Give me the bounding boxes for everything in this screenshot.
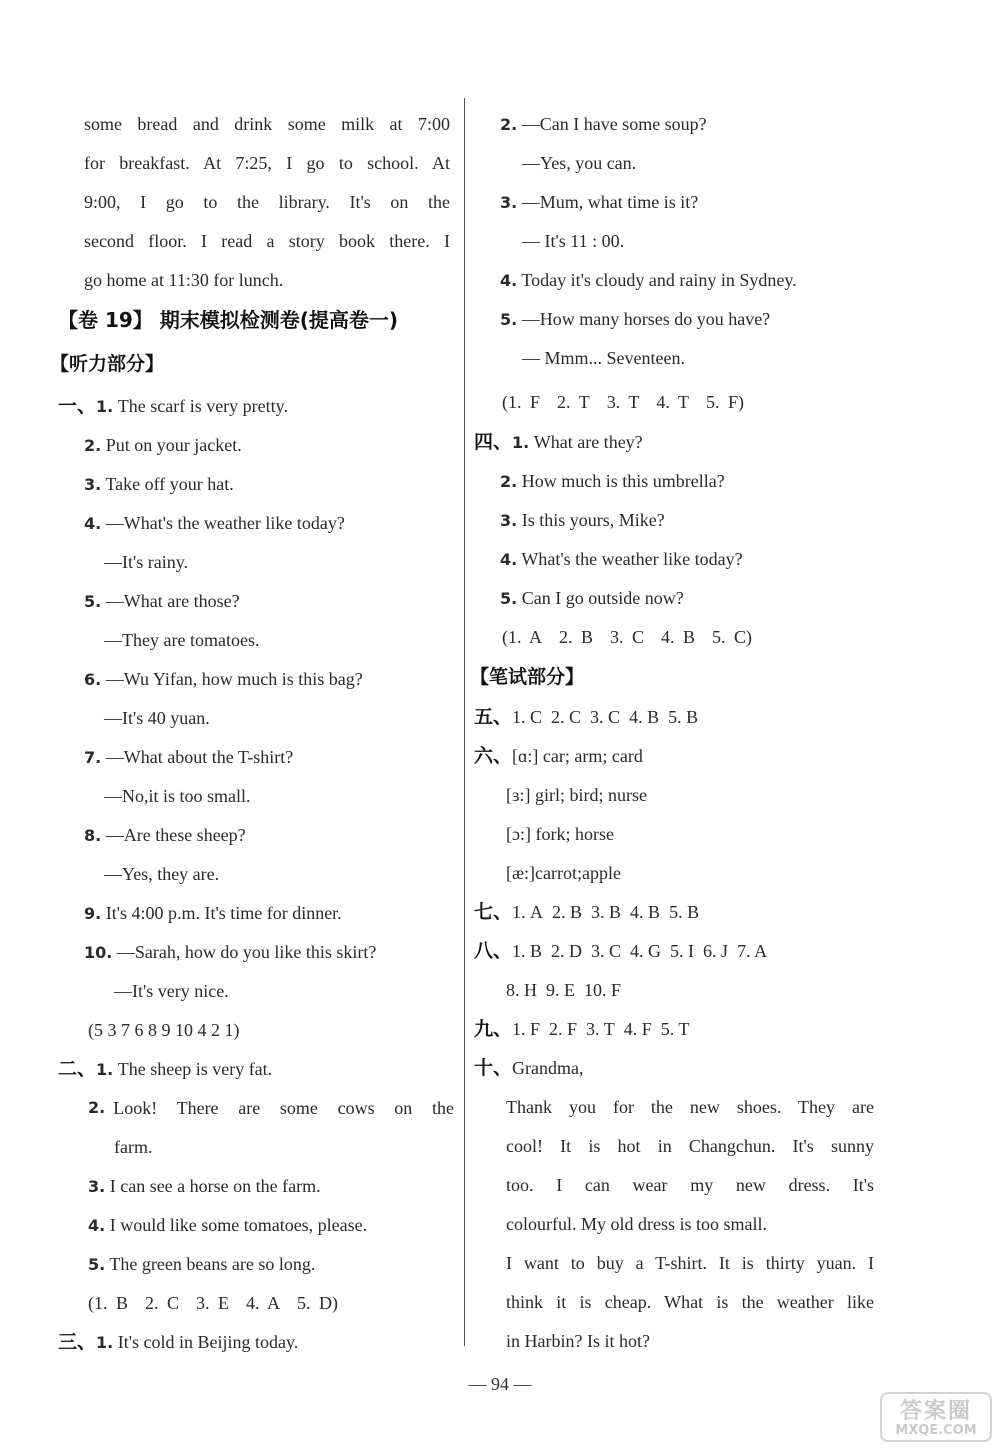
passage-line: some bread and drink some milk at 7:00 — [84, 114, 450, 134]
letter-line: I want to buy a T-shirt. It is thirty yuan. I — [506, 1253, 874, 1273]
answer-line: — Mmm... Seventeen. — [522, 348, 685, 368]
answer-key: (5 3 7 6 8 9 10 4 2 1) — [88, 1020, 240, 1040]
letter-line: in Harbin? Is it hot? — [506, 1331, 650, 1351]
answer-line: —Yes, you can. — [522, 153, 637, 173]
passage-line: second floor. I read a story book there. I — [84, 231, 450, 251]
letter-line: think it is cheap. What is the weather like — [506, 1292, 874, 1312]
letter-line: colourful. My old dress is too small. — [506, 1214, 767, 1234]
answer-line: —It's very nice. — [114, 981, 229, 1001]
answer-line: 5. —What are those? — [84, 591, 240, 611]
answer-line: 2. —Can I have some soup? — [500, 114, 707, 134]
page-number: — 94 — — [468, 1374, 532, 1394]
letter-line: too. I can wear my new dress. It's — [506, 1175, 874, 1195]
answer-line: 4. What's the weather like today? — [500, 549, 743, 569]
section-10: 十、Grandma, — [474, 1057, 584, 1079]
answer-line: 2. Put on your jacket. — [84, 435, 242, 455]
section-heading-writing: 【笔试部分】 — [470, 666, 585, 688]
section-4: 四、1. What are they? — [474, 431, 643, 453]
letter-line: cool! It is hot in Changchun. It's sunny — [506, 1136, 874, 1156]
answer-line: —No,it is too small. — [104, 786, 251, 806]
answer-line: 10. —Sarah, how do you like this skirt? — [84, 942, 377, 962]
answer-line: 8. —Are these sheep? — [84, 825, 246, 845]
answer-line: 5. Can I go outside now? — [500, 588, 684, 608]
answer-line: —It's rainy. — [104, 552, 189, 572]
answer-line: 9. It's 4:00 p.m. It's time for dinner. — [84, 903, 342, 923]
watermark-logo: 答案圈 MXQE.COM — [880, 1392, 992, 1442]
answer-line: 3. Is this yours, Mike? — [500, 510, 665, 530]
answer-key: 8. H 9. E 10. F — [506, 980, 622, 1000]
answer-line: —They are tomatoes. — [104, 630, 260, 650]
answer-line: —It's 40 yuan. — [104, 708, 210, 728]
answer-line: 6. —Wu Yifan, how much is this bag? — [84, 669, 363, 689]
answer-line: 7. —What about the T-shirt? — [84, 747, 294, 767]
column-divider — [464, 98, 465, 1346]
passage-line: 9:00, I go to the library. It's on the — [84, 192, 450, 212]
answer-line: farm. — [114, 1137, 153, 1157]
answer-line: 4. Today it's cloudy and rainy in Sydney. — [500, 270, 797, 290]
answer-line: 4. I would like some tomatoes, please. — [88, 1215, 368, 1235]
answer-line: 4. —What's the weather like today? — [84, 513, 345, 533]
answer-line: 2. How much is this umbrella? — [500, 471, 725, 491]
passage-line: for breakfast. At 7:25, I go to school. At — [84, 153, 450, 173]
answer-line: 5. —How many horses do you have? — [500, 309, 771, 329]
answer-line: 3. —Mum, what time is it? — [500, 192, 699, 212]
section-5: 五、1. C 2. C 3. C 4. B 5. B — [474, 706, 699, 728]
section-8: 八、1. B 2. D 3. C 4. G 5. I 6. J 7. A — [474, 940, 768, 962]
section-2: 二、1. The sheep is very fat. — [58, 1058, 273, 1080]
section-1: 一、1. The scarf is very pretty. — [58, 395, 288, 417]
answer-line: 3. I can see a horse on the farm. — [88, 1176, 321, 1196]
letter-line: Thank you for the new shoes. They are — [506, 1097, 874, 1117]
exam-title: 【卷 19】 期末模拟检测卷(提高卷一) — [58, 308, 399, 332]
section-3: 三、1. It's cold in Beijing today. — [58, 1331, 299, 1353]
answer-line: —Yes, they are. — [104, 864, 220, 884]
phonics-line: [ɜ:] girl; bird; nurse — [506, 785, 648, 805]
section-6: 六、[ɑ:] car; arm; card — [474, 745, 643, 767]
answer-line: 5. The green beans are so long. — [88, 1254, 316, 1274]
phonics-line: [ɔ:] fork; horse — [506, 824, 614, 844]
passage-line: go home at 11:30 for lunch. — [84, 270, 284, 290]
answer-line: — It's 11 : 00. — [522, 231, 625, 251]
answer-key: (1. A 2. B 3. C 4. B 5. C) — [502, 627, 753, 647]
answer-key: (1. B 2. C 3. E 4. A 5. D) — [88, 1293, 339, 1313]
answer-key: (1. F 2. T 3. T 4. T 5. F) — [502, 392, 745, 412]
section-9: 九、1. F 2. F 3. T 4. F 5. T — [474, 1018, 690, 1040]
section-7: 七、1. A 2. B 3. B 4. B 5. B — [474, 901, 700, 923]
answer-line: 3. Take off your hat. — [84, 474, 234, 494]
answer-line: 2. Look! There are some cows on the — [88, 1098, 454, 1118]
phonics-line: [æ:]carrot;apple — [506, 863, 621, 883]
section-heading-listening: 【听力部分】 — [50, 353, 165, 375]
